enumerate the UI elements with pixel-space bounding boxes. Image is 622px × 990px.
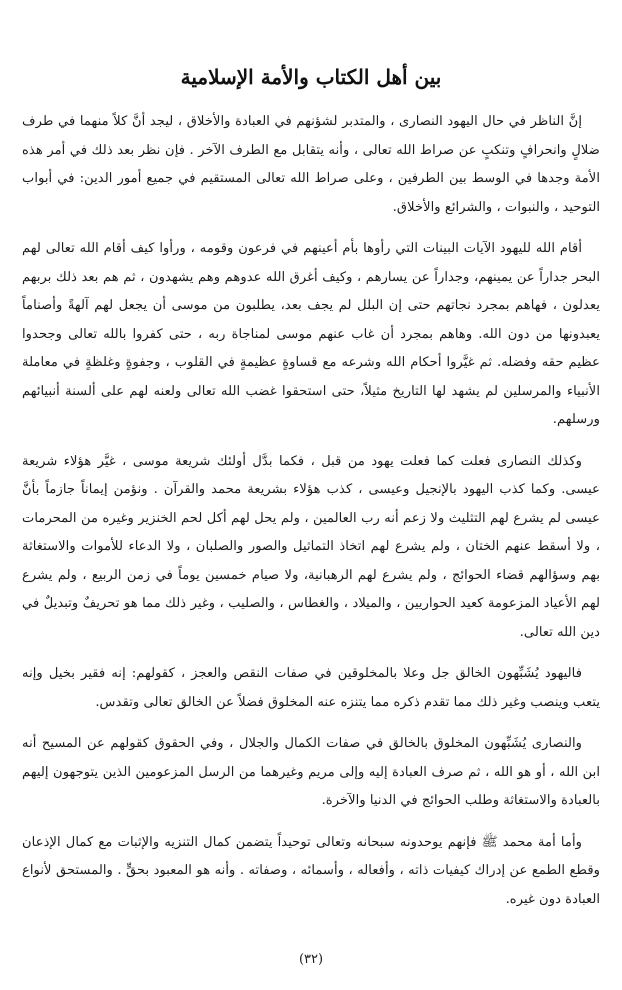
paragraph-4: فاليهود يُشَبِّهون الخالق جل وعلا بالمخلوقين في صفات النقص والعجز ، كقولهم: إنه فقير بخيل وإنه يتعب وينصب وغير ذلك مما تقدم ذكره مما يتنزه عنه المخلوق فضلاً عن الخالق تعالى وتقدس. xyxy=(22,666,600,710)
paragraph-6: وأما أمة محمد ﷺ فإنهم يوحدونه سبحانه وتعالى توحيداً يتضمن كمال التنزيه والإثبات مع كمال الإذعان وقطع الطمع عن إدراك كيفيات ذاته ، وأفعاله ، وأسمائه ، وصفاته . وأنه هو المعبود بحقٍّ . والمستحق لأنواع العبادة دون غيره. xyxy=(22,834,600,907)
paragraph-2: أقام الله لليهود الآيات البينات التي رأوها بأم أعينهم في فرعون وقومه ، ورأوا كيف أقام الله تعالى لهم البحر جداراً عن يمينهم، وجداراً عن يسارهم ، وكيف أغرق الله عدوهم وهم يشهدون ، ثم هم بعد ذلك بربهم يعدلون ، فهاهم بمجرد نجاتهم حتى إن البلل لم يجف بعد، يطلبون من موسى أن يجعل لهم آلهةً وأصناماً يعبدونها من دون الله. وهاهم بمجرد أن غاب عنهم موسى لمناجاة ربه ، حتى كفروا بالله تعالى وجحدوا عظيم حقه وفضله. ثم غيَّروا أحكام الله وشرعه مع قساوةٍ عظيمةٍ في القلوب ، وجفوةٍ وغلظةٍ في معاملة الأنبياء والمرسلين لم يشهد لها التاريخ مثيلاً، حتى استحقوا غضب الله تعالى ولعنه لهم على ألسنة أنبيائهم ورسلهم. xyxy=(22,241,600,427)
page-number: (٣٢) xyxy=(298,952,324,967)
paragraph-1: إنَّ الناظر في حال اليهود النصارى ، والمتدبر لشؤنهم في العبادة والأخلاق ، ليجد أنَّ كلاً منهما في طرف ضلالٍ وانحرافٍ وتنكبٍ عن صراط الله تعالى ، وأنه يتقابل مع الطرف الآخر . فإن نظر بعد ذلك في أمر هذه الأمة وجدها في الوسط بين الطرفين ، وعلى صراط الله تعالى المستقيم في جميع أمور الدين: في أبواب التوحيد ، والنبوات ، والشرائع والأخلاق. xyxy=(22,114,600,215)
paragraph-3: وكذلك النصارى فعلت كما فعلت يهود من قبل ، فكما بدَّل أولئك شريعة موسى ، غيَّر هؤلاء شريعة عيسى. وكما كذب اليهود بالإنجيل وعيسى ، كذب هؤلاء بشريعة محمد والقرآن . ونؤمن إيماناً جازماً بأنَّ عيسى لم يشرع لهم التثليث ولا زعم أنه رب العالمين ، ولم يحل لهم أكل لحم الخنزير وغيره من المحرمات ، ولا أسقط عنهم الختان ، ولم يشرع لهم اتخاذ التماثيل والصور والصلبان ، ولا الدعاء للأموات والاستغاثة بهم وسؤالهم قضاء الحوائج ، ولم يشرع لهم الرهبانية، ولا صيام خمسين يوماً في زمن الربيع ، ولم يشرع لهم الأعياد المزعومة كعيد الحواريين ، والميلاد ، والغطاس ، والصليب ، وغير ذلك مما هو تحريفٌ وتبديلٌ في دين الله تعالى. xyxy=(22,453,600,640)
paragraph-5: والنصارى يُشَبِّهون المخلوق بالخالق في صفات الكمال والجلال ، وفي الحقوق كقولهم عن المسيح أنه ابن الله ، أو هو الله ، ثم صرف العبادة إليه وإلى مريم وغيرهما من الرسل المزعومين الذين يتوجهون إليهم بالعبادة والاستغاثة وطلب الحوائج في الدنيا والآخرة. xyxy=(22,736,600,808)
page-title: بين أهل الكتاب والأمة الإسلامية xyxy=(180,65,442,89)
